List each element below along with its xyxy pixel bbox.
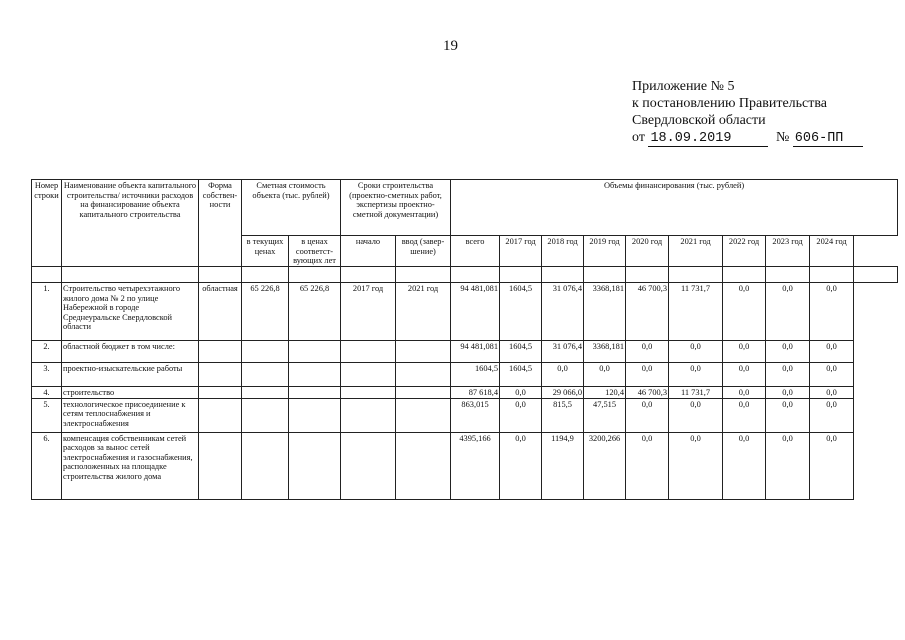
- row-2018: 0,0: [542, 363, 584, 387]
- row-total: 94 481,081: [451, 283, 500, 341]
- row-start: [341, 432, 396, 499]
- row-2021: 11 731,7: [669, 387, 723, 399]
- row-end: [396, 363, 451, 387]
- row-cost-corresponding: [289, 341, 341, 363]
- header-object-name: Наименование объекта капитального строительства/ источники расходов на финансирование объекта капитального строительства: [62, 180, 199, 267]
- header-estimated-cost: Сметная стоимость объекта (тыс. рублей): [242, 180, 341, 236]
- row-2021: 0,0: [669, 341, 723, 363]
- row-name: Строительство четырехэтажного жилого дома № 2 по улице Набережной в городе Среднеуральске Свердловской области: [62, 283, 199, 341]
- resolution-date: 18.09.2019: [648, 132, 768, 147]
- row-cost-current: [242, 341, 289, 363]
- row-2017: 0,0: [500, 387, 542, 399]
- row-start: [341, 398, 396, 432]
- row-2023: 0,0: [766, 363, 810, 387]
- row-start: [341, 387, 396, 399]
- row-2018: 29 066,0: [542, 387, 584, 399]
- row-2018: 31 076,4: [542, 283, 584, 341]
- appendix-title: Приложение № 5: [632, 79, 735, 94]
- row-2017: 0,0: [500, 432, 542, 499]
- row-total: 1604,5: [451, 363, 500, 387]
- row-2018: 1194,9: [542, 432, 584, 499]
- header-ownership: Форма собствен-ности: [199, 180, 242, 267]
- row-2022: 0,0: [723, 432, 766, 499]
- row-ownership: [199, 432, 242, 499]
- row-2022: 0,0: [723, 341, 766, 363]
- header-row-number: Номер строки: [32, 180, 62, 267]
- header-year-2020: 2020 год: [626, 236, 669, 267]
- row-cost-corresponding: [289, 387, 341, 399]
- row-2019: 47,515: [584, 398, 626, 432]
- row-2020: 0,0: [626, 398, 669, 432]
- row-end: 2021 год: [396, 283, 451, 341]
- row-2020: 0,0: [626, 432, 669, 499]
- row-2024: 0,0: [810, 398, 854, 432]
- row-cost-current: [242, 387, 289, 399]
- row-start: 2017 год: [341, 283, 396, 341]
- row-2017: 0,0: [500, 398, 542, 432]
- resolution-number: 606-ПП: [793, 132, 863, 147]
- row-number: 6.: [32, 432, 62, 499]
- header-start: начало: [341, 236, 396, 267]
- row-2022: 0,0: [723, 387, 766, 399]
- row-2019: 3368,181: [584, 283, 626, 341]
- header-end: ввод (завер-шение): [396, 236, 451, 267]
- row-2020: 46 700,3: [626, 387, 669, 399]
- row-name: строительство: [62, 387, 199, 399]
- row-2023: 0,0: [766, 341, 810, 363]
- row-name: областной бюджет в том числе:: [62, 341, 199, 363]
- row-cost-current: [242, 432, 289, 499]
- row-ownership: [199, 363, 242, 387]
- row-2023: 0,0: [766, 432, 810, 499]
- row-number: 5.: [32, 398, 62, 432]
- table-spacer-row: [32, 267, 898, 283]
- header-year-2024: 2024 год: [810, 236, 854, 267]
- row-2021: 0,0: [669, 432, 723, 499]
- row-name: технологическое присоединение к сетям теплоснабжения и электроснабжения: [62, 398, 199, 432]
- table-row: [32, 398, 898, 432]
- row-cost-corresponding: [289, 363, 341, 387]
- row-end: [396, 398, 451, 432]
- row-ownership: [199, 341, 242, 363]
- row-2020: 0,0: [626, 341, 669, 363]
- header-current-prices: в текущих ценах: [242, 236, 289, 267]
- table-row: [32, 387, 898, 399]
- row-number: 1.: [32, 283, 62, 341]
- table-row: [32, 363, 898, 387]
- row-name: компенсация собственникам сетей расходов за вынос сетей электроснабжения и газоснабжения, расположенных на площадке строительства жилого дома: [62, 432, 199, 499]
- header-financing-volumes: Объемы финансирования (тыс. рублей): [451, 180, 898, 236]
- row-total: 87 618,4: [451, 387, 500, 399]
- number-prefix: №: [775, 130, 790, 145]
- row-total: 863,015: [451, 398, 500, 432]
- row-start: [341, 341, 396, 363]
- row-2019: 120,4: [584, 387, 626, 399]
- appendix-region: Свердловской области: [632, 113, 766, 128]
- row-end: [396, 387, 451, 399]
- row-2019: 3200,266: [584, 432, 626, 499]
- row-2022: 0,0: [723, 398, 766, 432]
- header-year-2021: 2021 год: [669, 236, 723, 267]
- row-start: [341, 363, 396, 387]
- row-cost-corresponding: 65 226,8: [289, 283, 341, 341]
- row-name: проектно-изыскательские работы: [62, 363, 199, 387]
- row-2017: 1604,5: [500, 283, 542, 341]
- row-2022: 0,0: [723, 363, 766, 387]
- header-year-2023: 2023 год: [766, 236, 810, 267]
- row-cost-current: [242, 363, 289, 387]
- date-prefix: от: [632, 130, 645, 145]
- appendix-header: [632, 78, 863, 147]
- row-ownership: [199, 387, 242, 399]
- header-construction-terms: Сроки строительства (проектно-сметных работ, экспертизы проектно-сметной документации): [341, 180, 451, 236]
- row-number: 4.: [32, 387, 62, 399]
- row-end: [396, 432, 451, 499]
- row-2022: 0,0: [723, 283, 766, 341]
- row-2017: 1604,5: [500, 363, 542, 387]
- header-corresponding-prices: в ценах соответст-вующих лет: [289, 236, 341, 267]
- row-total: 4395,166: [451, 432, 500, 499]
- row-2024: 0,0: [810, 387, 854, 399]
- row-2024: 0,0: [810, 432, 854, 499]
- header-year-2022: 2022 год: [723, 236, 766, 267]
- appendix-date-line: [632, 129, 863, 147]
- row-2024: 0,0: [810, 363, 854, 387]
- row-2020: 0,0: [626, 363, 669, 387]
- row-2018: 31 076,4: [542, 341, 584, 363]
- header-total: всего: [451, 236, 500, 267]
- appendix-resolution: к постановлению Правительства: [632, 96, 828, 111]
- header-year-2019: 2019 год: [584, 236, 626, 267]
- table-row: [32, 283, 898, 341]
- table-row: [32, 341, 898, 363]
- header-year-2017: 2017 год: [500, 236, 542, 267]
- row-cost-corresponding: [289, 398, 341, 432]
- row-2024: 0,0: [810, 341, 854, 363]
- row-2021: 11 731,7: [669, 283, 723, 341]
- row-2020: 46 700,3: [626, 283, 669, 341]
- row-end: [396, 341, 451, 363]
- header-year-2018: 2018 год: [542, 236, 584, 267]
- row-2021: 0,0: [669, 398, 723, 432]
- financing-table: [31, 179, 898, 500]
- row-ownership: [199, 398, 242, 432]
- table-row: [32, 432, 898, 499]
- row-cost-current: 65 226,8: [242, 283, 289, 341]
- row-number: 3.: [32, 363, 62, 387]
- row-2023: 0,0: [766, 283, 810, 341]
- row-ownership: областная: [199, 283, 242, 341]
- row-cost-corresponding: [289, 432, 341, 499]
- row-2019: 3368,181: [584, 341, 626, 363]
- row-cost-current: [242, 398, 289, 432]
- row-number: 2.: [32, 341, 62, 363]
- row-2023: 0,0: [766, 398, 810, 432]
- row-2024: 0,0: [810, 283, 854, 341]
- row-2023: 0,0: [766, 387, 810, 399]
- row-2018: 815,5: [542, 398, 584, 432]
- row-2017: 1604,5: [500, 341, 542, 363]
- row-2021: 0,0: [669, 363, 723, 387]
- row-2019: 0,0: [584, 363, 626, 387]
- page-number: 19: [443, 38, 458, 54]
- row-total: 94 481,081: [451, 341, 500, 363]
